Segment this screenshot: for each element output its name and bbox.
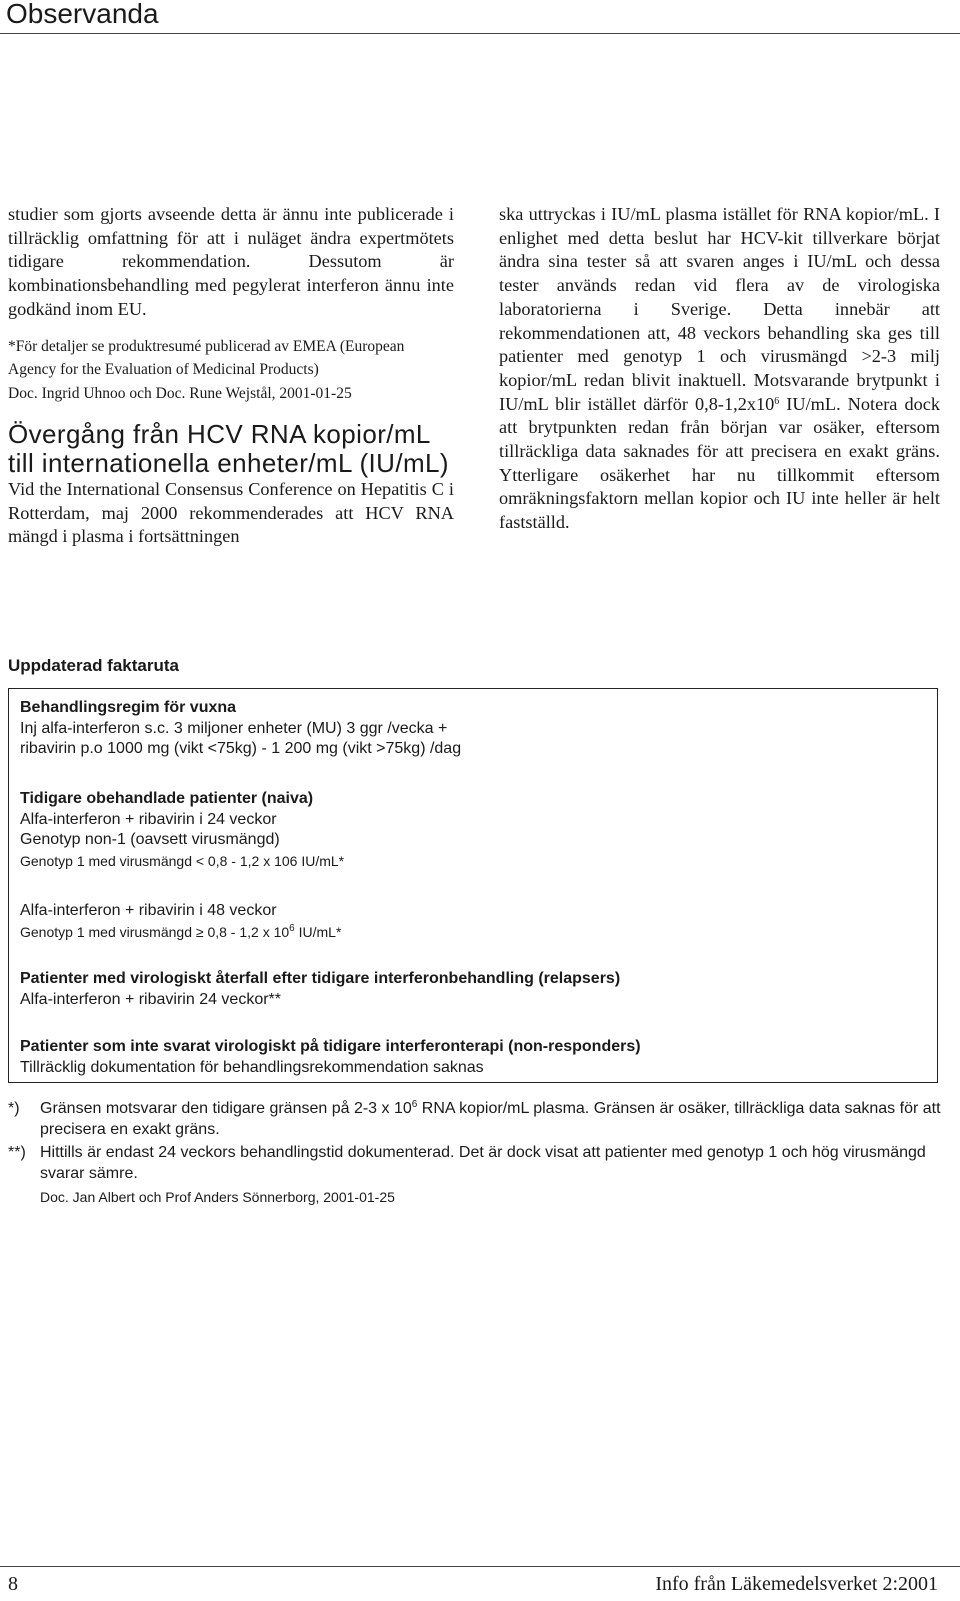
treatment-line: Genotyp 1 med virusmängd < 0,8 - 1,2 x 106 IU/mL*: [20, 852, 345, 869]
exponent: 6: [289, 922, 295, 934]
section-header-title: Observanda: [6, 0, 159, 29]
treatment-line: Alfa-interferon + ribavirin i 24 veckor: [20, 810, 277, 828]
publication-name: Info från Läkemedelsverket 2:2001: [655, 1573, 938, 1595]
section-heading: Tidigare obehandlade patienter (naiva): [20, 790, 314, 807]
note-text: Gränsen motsvarar den tidigare gränsen på 2-3 x $10^6$ RNA kopior/mL plasma. Gränsen är osäker, tillräckliga data saknas för att precisera en exakt gräns.: [40, 1099, 941, 1138]
section-heading: Patienter som inte svarat virologiskt på tidigare interferonterapi (non-responders): [20, 1038, 641, 1055]
treatment-line: Alfa-interferon + ribavirin 24 veckor**: [20, 990, 282, 1008]
exponent: 6: [774, 395, 780, 407]
note-marker: *): [8, 1100, 20, 1117]
treatment-line: Tillräcklig dokumentation för behandlingsrekommendation saknas: [20, 1058, 484, 1076]
note-2: [8, 1143, 943, 1184]
section-naive-patients: [20, 789, 920, 871]
geq-symbol: ≥: [195, 923, 204, 940]
emea-footnote: *För detaljer se produktresumé publicerad av EMEA (European Agency for the Evaluation of Medicinal Products): [8, 337, 405, 379]
regimen-line: ribavirin p.o 1000 mg (vikt <75kg) - 1 200 mg (vikt >75kg) /dag: [20, 740, 462, 757]
section-adult-regimen: [20, 698, 920, 760]
fact-box-title: Uppdaterad faktaruta: [8, 656, 179, 675]
treatment-line: Genotyp non-1 (oavsett virusmängd): [20, 831, 280, 848]
author-line: Doc. Ingrid Uhnoo och Doc. Rune Wejstål, 2001-01-25: [8, 384, 352, 402]
page-number: 8: [8, 1573, 18, 1595]
continuation-paragraph: [499, 203, 940, 535]
note-marker: **): [8, 1144, 26, 1161]
intro-paragraph: Vid the International Consensus Conference on Hepatitis C i Rotterdam, maj 2000 rekommenderades att HCV RNA mängd i plasma i fortsättningen: [8, 479, 454, 547]
note-1: [8, 1099, 943, 1140]
right-column: [499, 203, 940, 535]
fact-box-notes: [8, 1099, 943, 1208]
treatment-line: Alfa-interferon + ribavirin i 48 veckor: [20, 902, 277, 919]
notes-credit: Doc. Jan Albert och Prof Anders Sönnerborg, 2001-01-25: [40, 1189, 395, 1205]
header-divider: [0, 33, 960, 34]
body-paragraph: studier som gjorts avseende detta är ännu inte publicerade i tillräcklig omfattning för att i nuläget ändra expertmötets tidigare rekommendation. Dessutom är kombinationsbehandling med pegylerat interferon ännu inte godkänd inom EU.: [8, 204, 454, 319]
continuation-text-a: ska uttryckas i IU/mL plasma istället för RNA kopior/mL. I enlighet med detta beslut har HCV-kit tillverkare börjat ändra sina tester så att svaren anges i IU/mL och dessa tester används redan vid flera av de virologiska laboratorierna i Sverige. Detta innebär att rekommendationen att, 48 veckors behandling ska ges till patienter med genotyp 1 och virusmängd >2-3 milj kopior/mL redan blivit inaktuell. Motsvarande brytpunkt i IU/mL blir istället därför 0,8-1,2x10: [499, 204, 940, 414]
section-48-weeks: [20, 901, 920, 942]
exponent: 6: [411, 1099, 418, 1110]
regimen-line: Inj alfa-interferon s.c. 3 miljoner enheter (MU) 3 ggr /vecka +: [20, 719, 448, 737]
section-heading: Patienter med virologiskt återfall efter tidigare interferonbehandling (relapsers): [20, 970, 621, 987]
section-heading: Behandlingsregim för vuxna: [20, 699, 237, 716]
article-heading: Övergång från HCV RNA kopior/mL till internationella enheter/mL (IU/mL): [8, 419, 449, 478]
section-non-responders: [20, 1037, 920, 1078]
treatment-line: Genotyp 1 med virusmängd ≥ 0,8 - 1,2 x $10^6$ IU/mL*: [20, 922, 342, 940]
fact-box: [8, 688, 938, 1083]
footer-divider: [0, 1566, 960, 1567]
note-text: Hittills är endast 24 veckors behandlingstid dokumenterad. Det är dock visat att patienter med genotyp 1 och hög virusmängd svarar sämre.: [40, 1144, 926, 1182]
continuation-text-b: IU/mL. Notera dock att brytpunkten redan från början var osäker, eftersom tillräckliga data saknades för att precisera en exakt gräns. Ytterligare osäkerhet har nu tillkommit eftersom omräkningsfaktorn mellan kopior och IU inte heller är helt fastställd.: [499, 393, 941, 533]
section-relapsers: [20, 969, 920, 1010]
left-column: [8, 203, 454, 549]
